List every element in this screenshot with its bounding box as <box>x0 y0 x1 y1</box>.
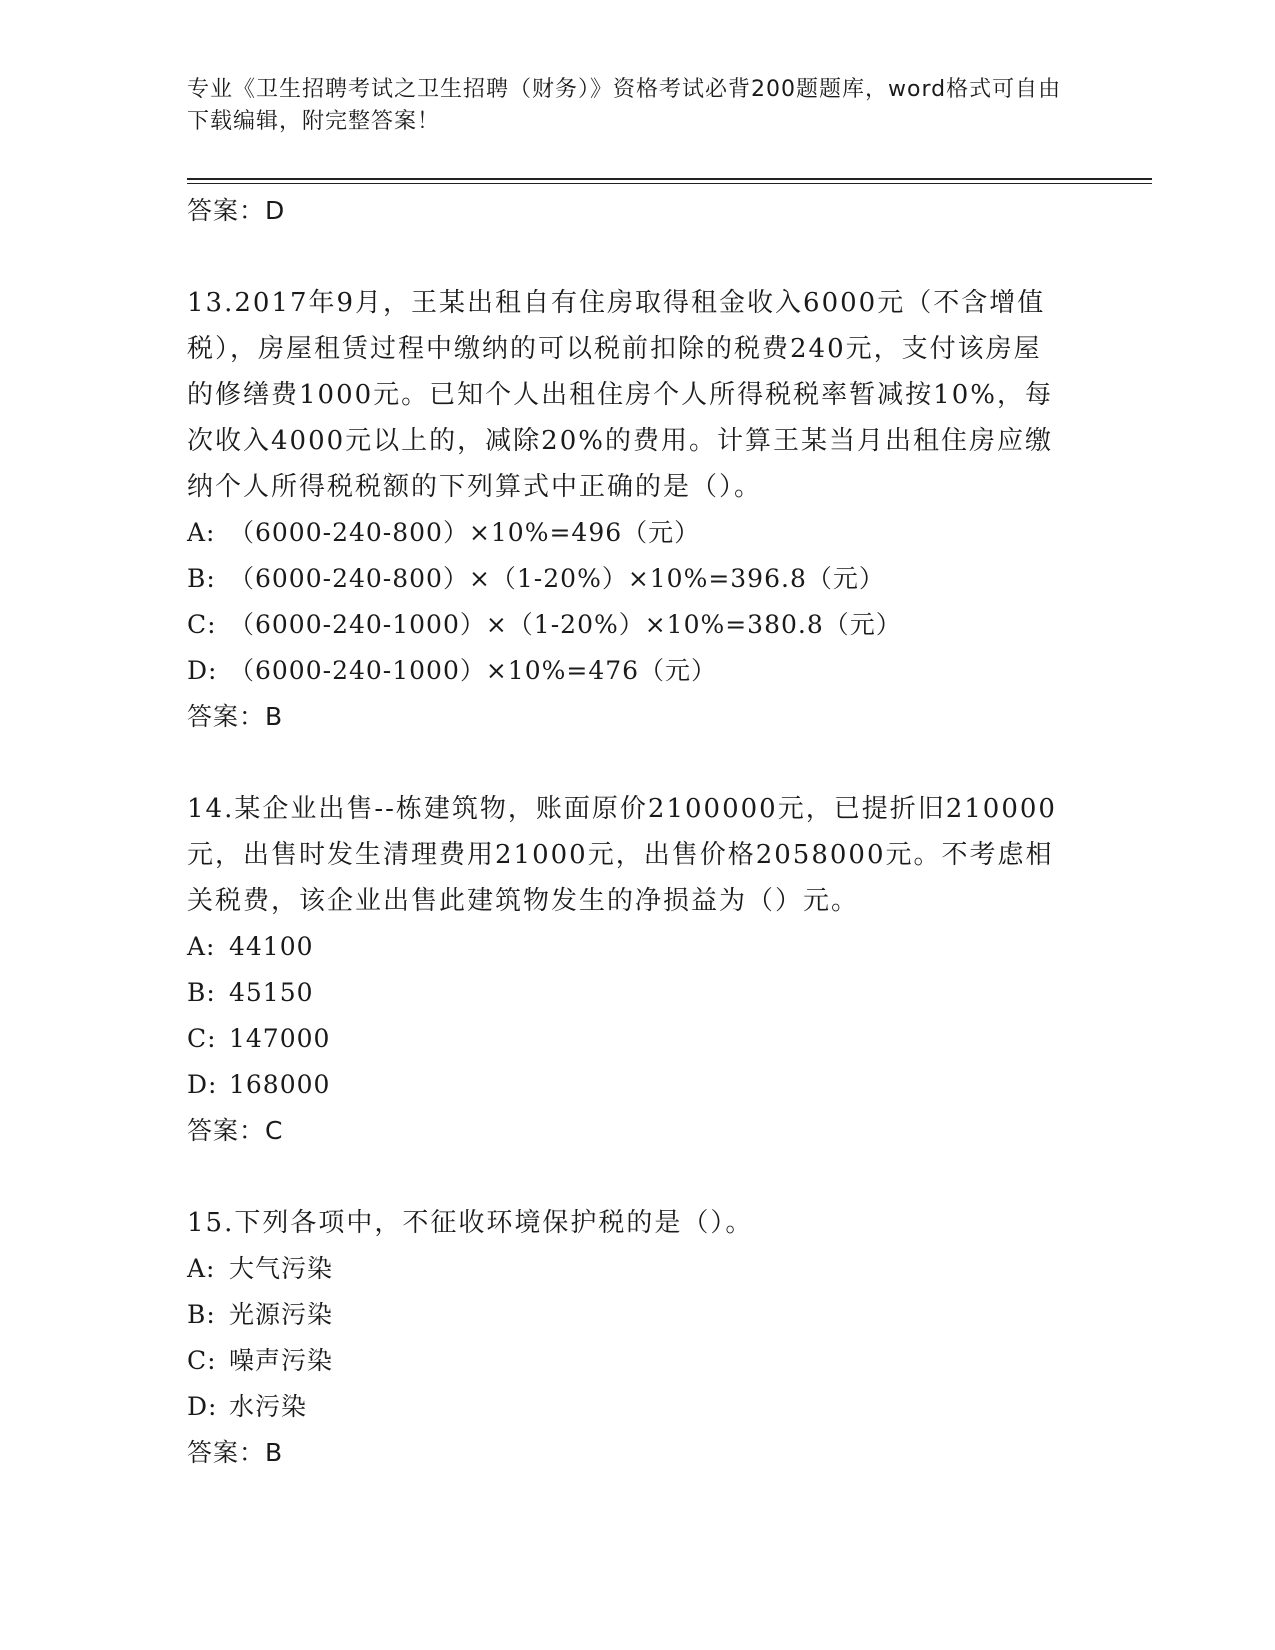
question-14 <box>187 786 1067 1154</box>
option-key: D: <box>187 656 218 685</box>
option-d <box>187 1062 1067 1108</box>
question-stem: 13.2017年9月，王某出租自有住房取得租金收入6000元（不含增值税），房屋租赁过程中缴纳的可以税前扣除的税费240元，支付该房屋的修缮费1000元。已知个人出租住房个人所得税税率暂减按10%，每次收入4000元以上的，减除20%的费用。计算王某当月出租住房应缴纳个人所得税税额的下列算式中正确的是（）。 <box>187 288 1053 502</box>
option-text: 光源污染 <box>229 1300 334 1329</box>
option-a <box>187 924 1067 970</box>
option-c <box>187 1338 1067 1384</box>
option-key: C: <box>187 1024 217 1053</box>
option-text: （6000-240-800）×（1-20%）×10%=396.8（元） <box>229 564 885 593</box>
option-text: 44100 <box>229 932 314 961</box>
question-stem: 15.下列各项中，不征收环境保护税的是（）。 <box>187 1208 754 1238</box>
option-key: A: <box>187 1254 216 1283</box>
previous-answer: 答案：D <box>187 196 286 225</box>
answer: 答案：C <box>187 1116 284 1145</box>
option-d <box>187 648 1067 694</box>
option-a <box>187 1246 1067 1292</box>
option-key: A: <box>187 932 216 961</box>
option-text: 大气污染 <box>229 1254 334 1283</box>
option-c <box>187 1016 1067 1062</box>
document-header: 专业《卫生招聘考试之卫生招聘（财务）》资格考试必背200题题库，word格式可自由下载编辑，附完整答案！ <box>187 77 1062 134</box>
option-text: （6000-240-1000）×（1-20%）×10%=380.8（元） <box>229 610 902 639</box>
option-c <box>187 602 1067 648</box>
question-13 <box>187 280 1067 740</box>
option-text: 噪声污染 <box>229 1346 334 1375</box>
option-key: D: <box>187 1392 218 1421</box>
question-15 <box>187 1200 1067 1476</box>
question-stem: 14.某企业出售--栋建筑物，账面原价2100000元，已提折旧210000元，出售时发生清理费用21000元，出售价格2058000元。不考虑相关税费，该企业出售此建筑物发生的净损益为（）元。 <box>187 794 1057 916</box>
option-b <box>187 970 1067 1016</box>
answer: 答案：B <box>187 702 284 731</box>
answer: 答案：B <box>187 1438 284 1467</box>
header-divider-thick <box>187 178 1152 180</box>
option-key: C: <box>187 1346 217 1375</box>
option-key: C: <box>187 610 217 639</box>
option-b <box>187 556 1067 602</box>
option-text: 45150 <box>229 978 314 1007</box>
option-text: 水污染 <box>229 1392 308 1421</box>
option-key: B: <box>187 978 216 1007</box>
option-key: A: <box>187 518 216 547</box>
option-key: B: <box>187 564 216 593</box>
option-b <box>187 1292 1067 1338</box>
option-text: 147000 <box>229 1024 331 1053</box>
header-divider-thin <box>187 183 1152 184</box>
option-key: B: <box>187 1300 216 1329</box>
option-key: D: <box>187 1070 218 1099</box>
option-text: （6000-240-1000）×10%=476（元） <box>229 656 718 685</box>
option-text: 168000 <box>229 1070 331 1099</box>
option-d <box>187 1384 1067 1430</box>
option-text: （6000-240-800）×10%=496（元） <box>229 518 701 547</box>
question-list <box>187 188 1067 1476</box>
option-a <box>187 510 1067 556</box>
